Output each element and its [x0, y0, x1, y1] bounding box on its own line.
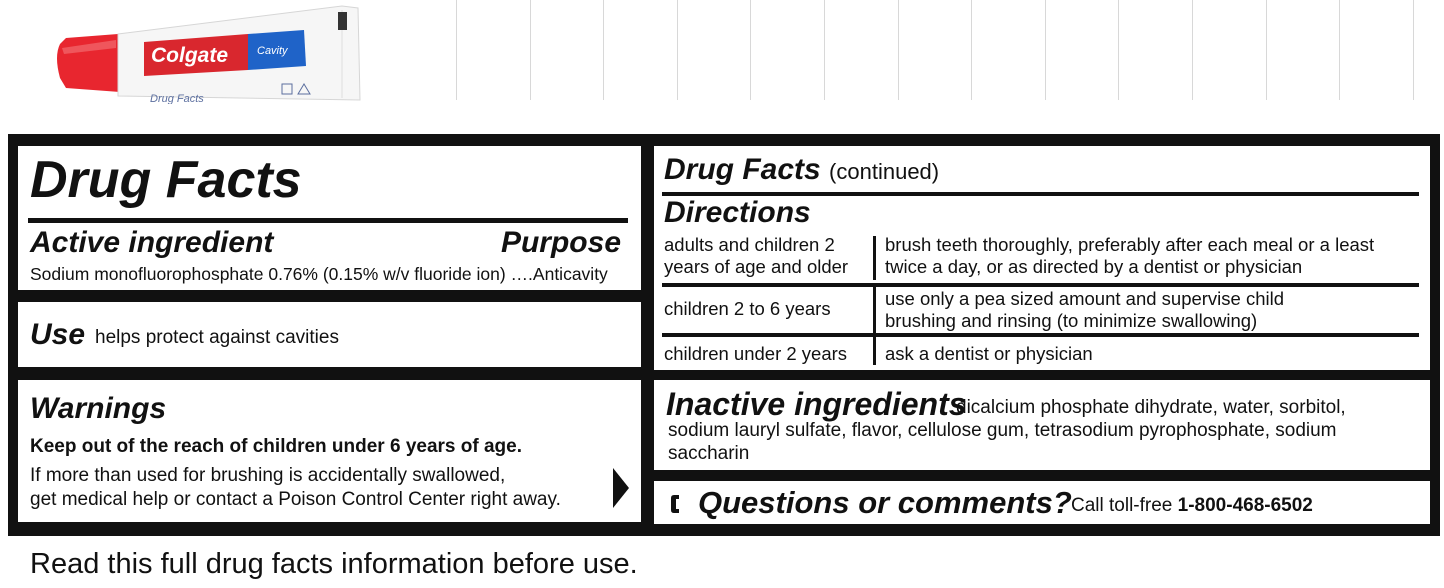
drug-facts-label	[8, 134, 1440, 536]
active-ingredient-panel	[18, 146, 641, 290]
grid-line	[1118, 0, 1119, 100]
directions-row-1-divider	[873, 236, 876, 280]
purpose-heading: Purpose	[500, 226, 621, 259]
warnings-keep-out-text: Keep out of the reach of children under 6 years of age.	[30, 436, 522, 457]
grid-line	[1192, 0, 1193, 100]
directions-row-2-what-line-2: brushing and rinsing (to minimize swallowing)	[885, 310, 1258, 331]
grid-line	[1266, 0, 1267, 100]
use-text: helps protect against cavities	[95, 327, 339, 348]
warnings-panel	[18, 380, 641, 522]
continued-title-main: Drug Facts	[664, 153, 821, 186]
grid-line	[898, 0, 899, 100]
phone-icon	[670, 494, 682, 514]
grid-line	[824, 0, 825, 100]
warnings-heading: Warnings	[30, 392, 167, 425]
call-toll-free-label: Call toll-free	[1071, 495, 1173, 516]
brand-logo-text: Colgate	[151, 44, 229, 67]
grid-line	[603, 0, 604, 100]
directions-row-1-who	[664, 234, 848, 278]
questions-panel	[654, 481, 1430, 524]
questions-call-text	[1071, 495, 1313, 517]
directions-row-2-who	[664, 298, 831, 320]
read-before-use-note: Read this full drug facts information before use.	[30, 548, 638, 580]
phone-number: 1-800-468-6502	[1177, 495, 1313, 516]
grid-line	[530, 0, 531, 100]
directions-row-1-who-line-1: adults and children 2	[664, 234, 835, 255]
directions-row-3-divider	[873, 337, 876, 365]
toothpaste-tube-image	[52, 4, 370, 104]
directions-row-3-who-line-1: children under 2 years	[664, 343, 848, 364]
inactive-ingredients-heading: Inactive ingredients	[666, 386, 967, 422]
grid-line	[750, 0, 751, 100]
directions-row-1-who-line-2: years of age and older	[664, 256, 849, 277]
grid-line	[1045, 0, 1046, 100]
title-rule	[28, 218, 628, 223]
inactive-ingredients-panel	[654, 380, 1430, 470]
drug-facts-title: Drug Facts	[30, 151, 302, 209]
directions-row-3-who	[664, 343, 847, 365]
continue-arrow-icon	[613, 468, 629, 508]
active-ingredient-heading: Active ingredient	[30, 226, 274, 259]
grid-line	[456, 0, 457, 100]
questions-heading: Questions or comments?	[698, 485, 1072, 520]
warnings-body	[30, 464, 561, 512]
drug-facts-continued-title	[664, 152, 939, 190]
use-panel	[18, 302, 641, 367]
directions-row-2-what	[885, 288, 1284, 332]
directions-row-1-what-line-2: twice a day, or as directed by a dentist or physician	[885, 256, 1303, 277]
directions-row-3-what-line-1: ask a dentist or physician	[885, 343, 1093, 364]
use-heading: Use	[30, 318, 86, 351]
directions-row-2-divider	[873, 287, 876, 333]
inactive-ingredients-text: dicalcium phosphate dihydrate, water, sorbitol, sodium lauryl sulfate, flavor, cellulose gum, tetrasodium pyrophosphate, sodium saccharin	[668, 397, 1346, 464]
warnings-line-2: get medical help or contact a Poison Control Center right away.	[30, 489, 561, 510]
directions-row-2-what-line-1: use only a pea sized amount and supervise child	[885, 288, 1285, 309]
grid-line	[1413, 0, 1414, 100]
directions-row-separator	[662, 333, 1419, 337]
tube-bottom-text: Drug Facts	[150, 93, 204, 104]
warnings-line-1: If more than used for brushing is accidentally swallowed,	[30, 465, 506, 486]
directions-row-1-what-line-1: brush teeth thoroughly, preferably after each meal or a least	[885, 234, 1375, 255]
directions-row-separator	[662, 283, 1419, 287]
grid-line	[677, 0, 678, 100]
grid-line	[971, 0, 972, 100]
product-strip	[0, 0, 1444, 104]
directions-heading: Directions	[664, 196, 811, 229]
directions-panel	[654, 146, 1430, 370]
active-ingredient-text: Sodium monofluorophosphate 0.76% (0.15% w/v fluoride ion) ….Anticavity	[30, 264, 608, 284]
directions-row-1-what	[885, 234, 1374, 278]
directions-row-2-who-line-1: children 2 to 6 years	[664, 298, 831, 319]
directions-row-3-what	[885, 343, 1093, 365]
continued-title-sub: (continued)	[829, 159, 940, 184]
variant-text: Cavity	[257, 45, 288, 57]
grid-line	[1339, 0, 1340, 100]
